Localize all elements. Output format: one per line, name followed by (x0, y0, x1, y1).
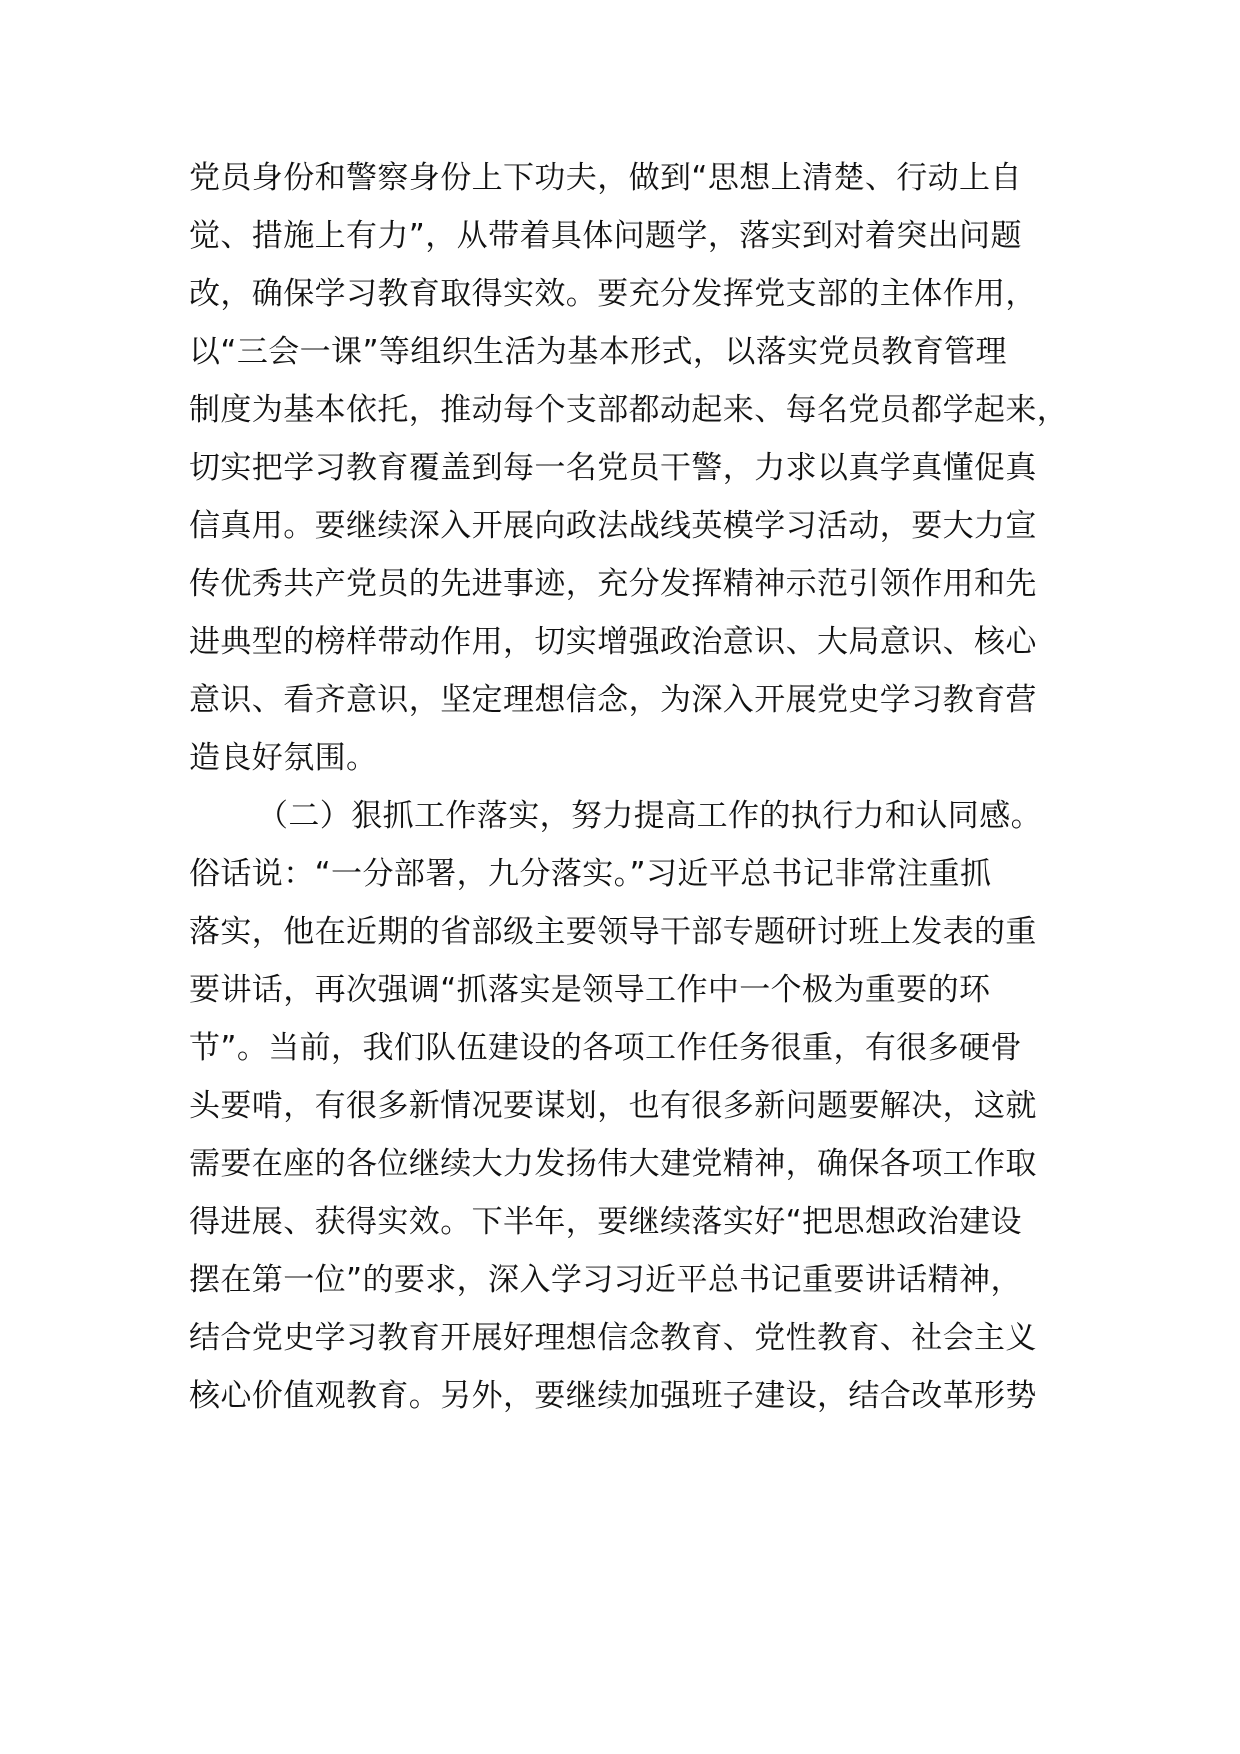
section-heading: （二）狠抓工作落实，努力提高工作的执行力和认同感。 (257, 798, 1042, 834)
text-line: 要讲话，再次强调“抓落实是领导工作中一个极为重要的环 (189, 972, 991, 1008)
text-line: 摆在第一位”的要求，深入学习习近平总书记重要讲话精神， (189, 1262, 1022, 1298)
text-line: 制度为基本依托，推动每个支部都动起来、每名党员都学起来， (189, 392, 1069, 428)
text-line: 核心价值观教育。另外，要继续加强班子建设，结合改革形势 (189, 1378, 1037, 1414)
text-line: 切实把学习教育覆盖到每一名党员干警，力求以真学真懂促真 (189, 450, 1037, 486)
text-line: 以“三会一课”等组织生活为基本形式，以落实党员教育管理 (189, 334, 1007, 370)
text-line: 节”。当前，我们队伍建设的各项工作任务很重，有很多硬骨 (189, 1030, 1022, 1066)
text-line: 改，确保学习教育取得实效。要充分发挥党支部的主体作用， (189, 276, 1037, 312)
text-line: 党员身份和警察身份上下功夫，做到“思想上清楚、行动上自 (189, 160, 1022, 196)
text-line: 意识、看齐意识，坚定理想信念，为深入开展党史学习教育营 (189, 682, 1037, 718)
text-line: 落实，他在近期的省部级主要领导干部专题研讨班上发表的重 (189, 914, 1037, 950)
text-line: 觉、措施上有力”，从带着具体问题学，落实到对着突出问题 (189, 218, 1022, 254)
text-line: 进典型的榜样带动作用，切实增强政治意识、大局意识、核心 (189, 624, 1037, 660)
text-line: 传优秀共产党员的先进事迹，充分发挥精神示范引领作用和先 (189, 566, 1037, 602)
text-line: 需要在座的各位继续大力发扬伟大建党精神，确保各项工作取 (189, 1146, 1037, 1182)
text-line: 俗话说：“一分部署，九分落实。”习近平总书记非常注重抓 (189, 856, 992, 892)
text-line: 头要啃，有很多新情况要谋划，也有很多新问题要解决，这就 (189, 1088, 1037, 1124)
text-line: 造良好氛围。 (189, 740, 378, 776)
text-line: 结合党史学习教育开展好理想信念教育、党性教育、社会主义 (189, 1320, 1037, 1356)
text-line: 得进展、获得实效。下半年，要继续落实好“把思想政治建设 (189, 1204, 1022, 1240)
text-line: 信真用。要继续深入开展向政法战线英模学习活动，要大力宣 (189, 508, 1037, 544)
